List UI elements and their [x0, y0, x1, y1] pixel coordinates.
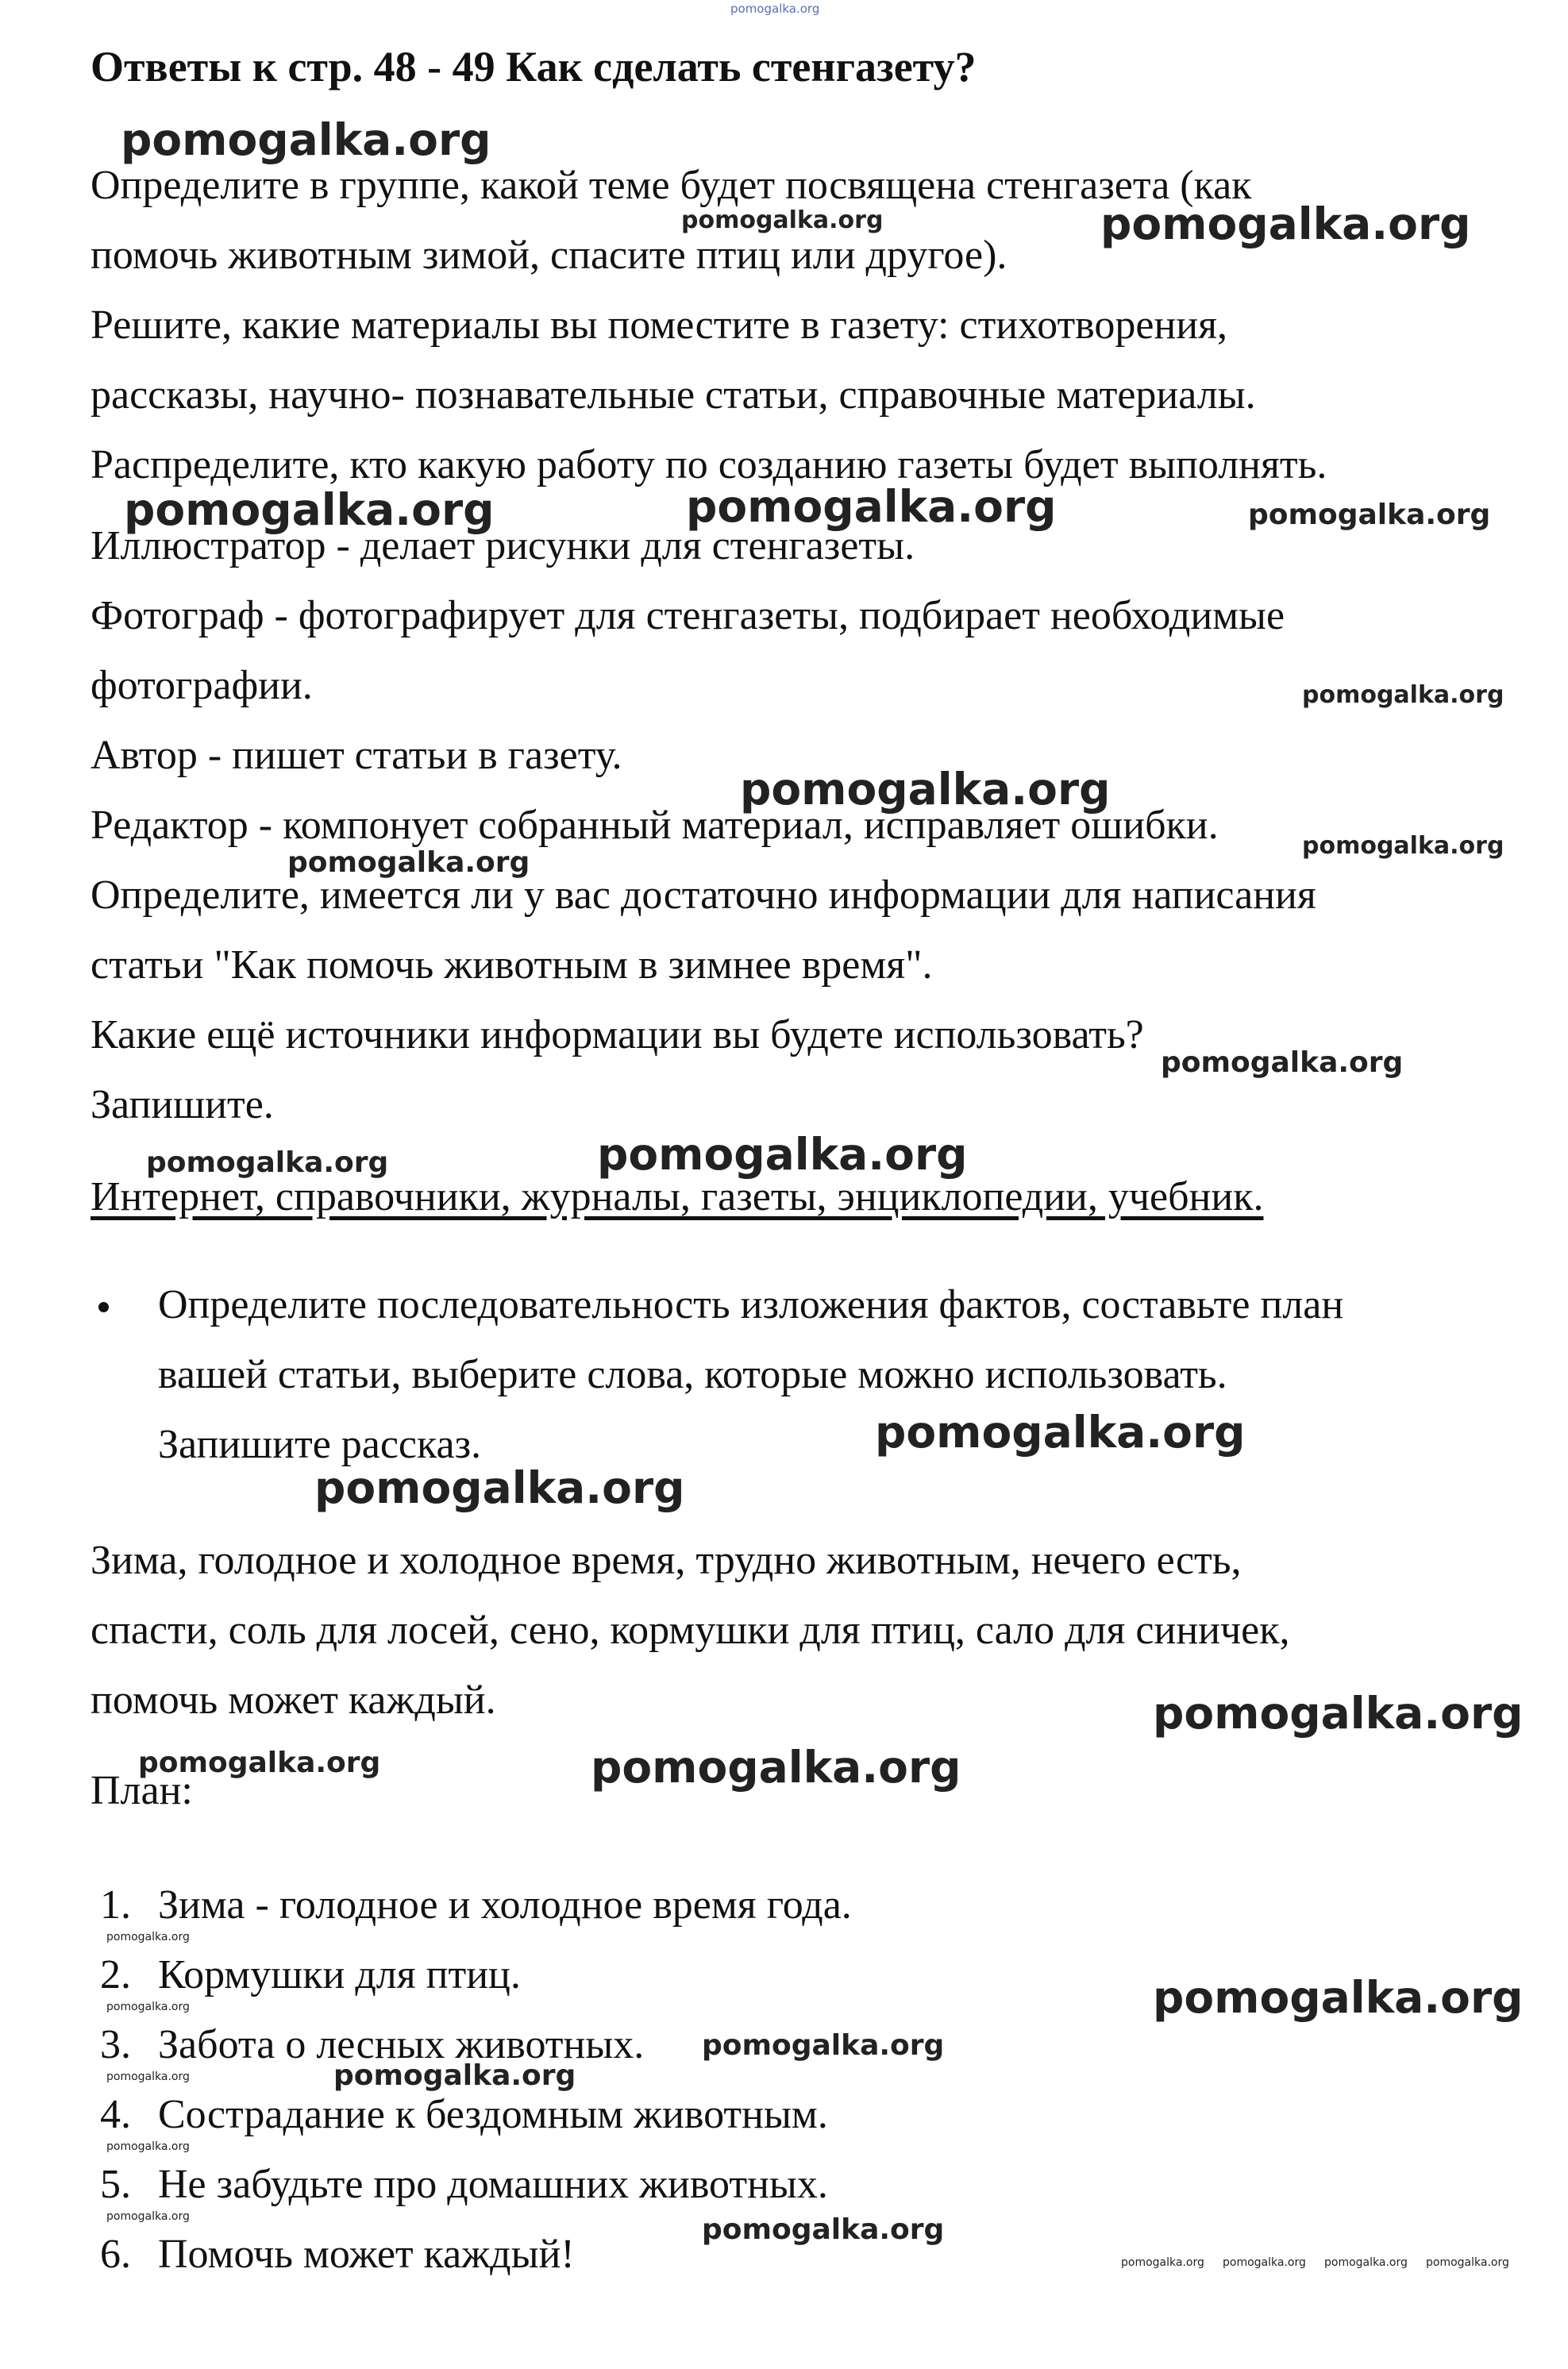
- watermark: pomogalka.org: [333, 2059, 576, 2092]
- text-line: Какие ещё источники информации вы будете использовать?: [91, 1012, 1144, 1057]
- watermark: pomogalka.org: [287, 846, 530, 879]
- item-text: Помочь может каждый!: [158, 2232, 575, 2277]
- watermark: pomogalka.org: [730, 2, 820, 16]
- list-item: [100, 2080, 852, 2150]
- page-title: Ответы к стр. 48 - 49 Как сделать стенгазету?: [91, 43, 977, 91]
- watermark: pomogalka.org: [1302, 681, 1504, 709]
- text-line: Редактор - компонует собранный материал, исправляет ошибки.: [91, 803, 1219, 848]
- story-paragraph: [91, 1526, 1520, 1735]
- item-number: 4.: [100, 2092, 131, 2137]
- text-line: рассказы, научно- познавательные статьи, справочные материалы.: [91, 372, 1256, 418]
- watermark: pomogalka.org: [1121, 2256, 1204, 2269]
- watermark: pomogalka.org: [1302, 832, 1504, 860]
- watermark: pomogalka.org: [597, 1129, 968, 1180]
- watermark: pomogalka.org: [146, 1146, 389, 1179]
- watermark: pomogalka.org: [106, 2140, 190, 2153]
- list-item: [100, 2220, 852, 2290]
- watermark: pomogalka.org: [702, 2213, 945, 2246]
- text-line: помочь может каждый.: [91, 1678, 496, 1723]
- watermark: pomogalka.org: [875, 1407, 1246, 1458]
- item-number: 5.: [100, 2162, 131, 2207]
- text-line: статьи "Как помочь животным в зимнее время".: [91, 942, 933, 988]
- text-line: Зима, голодное и холодное время, трудно животным, нечего есть,: [91, 1538, 1242, 1583]
- sources-answer: [91, 1162, 1520, 1232]
- item-text: Не забудьте про домашних животных.: [158, 2162, 828, 2207]
- text-line: Определите, имеется ли у вас достаточно информации для написания: [91, 872, 1316, 918]
- text-line: Решите, какие материалы вы поместите в газету: стихотворения,: [91, 302, 1228, 348]
- watermark: pomogalka.org: [106, 2070, 190, 2083]
- watermark: pomogalka.org: [1426, 2256, 1509, 2269]
- text-line: Определите в группе, какой теме будет посвящена стенгазета (как: [91, 163, 1252, 208]
- list-item: [100, 2010, 852, 2080]
- list-item: [100, 1940, 852, 2010]
- watermark: pomogalka.org: [1100, 198, 1471, 249]
- intro-paragraph: [91, 151, 1520, 500]
- watermark: pomogalka.org: [106, 2210, 190, 2223]
- item-text: Кормушки для птиц.: [158, 1952, 521, 1997]
- text-line: Иллюстратор - делает рисунки для стенгазеты.: [91, 523, 915, 568]
- text-line: Определите последовательность изложения фактов, составьте план: [158, 1282, 1344, 1327]
- plan-label: [91, 1756, 1520, 1826]
- watermark: pomogalka.org: [702, 2029, 945, 2062]
- text-line: Фотограф - фотографирует для стенгазеты, подбирает необходимые: [91, 593, 1285, 638]
- watermark: pomogalka.org: [106, 1931, 190, 1943]
- watermark: pomogalka.org: [106, 2001, 190, 2013]
- plan-label-text: План:: [91, 1768, 193, 1813]
- watermark: pomogalka.org: [1153, 1688, 1524, 1739]
- item-text: Забота о лесных животных.: [158, 2022, 645, 2067]
- item-number: 6.: [100, 2232, 131, 2277]
- watermark: pomogalka.org: [1324, 2256, 1408, 2269]
- watermark: pomogalka.org: [121, 114, 491, 165]
- text-line: вашей статьи, выберите слова, которые можно использовать.: [158, 1352, 1227, 1397]
- watermark: pomogalka.org: [138, 1747, 381, 1779]
- text-line: фотографии.: [91, 663, 313, 708]
- item-number: 3.: [100, 2022, 131, 2067]
- watermark: pomogalka.org: [681, 206, 884, 234]
- watermark: pomogalka.org: [314, 1462, 685, 1513]
- plan-list: [100, 1870, 852, 2290]
- text-line: Автор - пишет статьи в газету.: [91, 733, 622, 778]
- watermark: pomogalka.org: [686, 481, 1057, 532]
- watermark: pomogalka.org: [1223, 2256, 1306, 2269]
- item-text: Сострадание к бездомным животным.: [158, 2092, 828, 2137]
- list-item: [100, 2150, 852, 2220]
- bullet-dot: [98, 1302, 109, 1312]
- watermark: pomogalka.org: [591, 1742, 961, 1793]
- text-line: помочь животным зимой, спасите птиц или другое).: [91, 233, 1007, 278]
- text-line: Запишите рассказ.: [158, 1422, 482, 1467]
- watermark: pomogalka.org: [1153, 1972, 1524, 2023]
- item-text: Зима - голодное и холодное время года.: [158, 1882, 852, 1928]
- watermark: pomogalka.org: [1248, 499, 1491, 531]
- watermark: pomogalka.org: [1161, 1046, 1404, 1079]
- roles-paragraph: [91, 511, 1520, 1140]
- text-line: Запишите.: [91, 1082, 274, 1127]
- watermark: pomogalka.org: [740, 764, 1111, 815]
- bullet-paragraph: [158, 1270, 1568, 1480]
- text-line: Распределите, кто какую работу по созданию газеты будет выполнять.: [91, 442, 1327, 487]
- item-number: 2.: [100, 1952, 131, 1997]
- item-number: 1.: [100, 1882, 131, 1928]
- underlined-answer: Интернет, справочники, журналы, газеты, энциклопедии, учебник.: [91, 1174, 1264, 1219]
- watermark: pomogalka.org: [124, 484, 495, 535]
- text-line: спасти, соль для лосей, сено, кормушки для птиц, сало для синичек,: [91, 1608, 1290, 1653]
- list-item: [100, 1870, 852, 1940]
